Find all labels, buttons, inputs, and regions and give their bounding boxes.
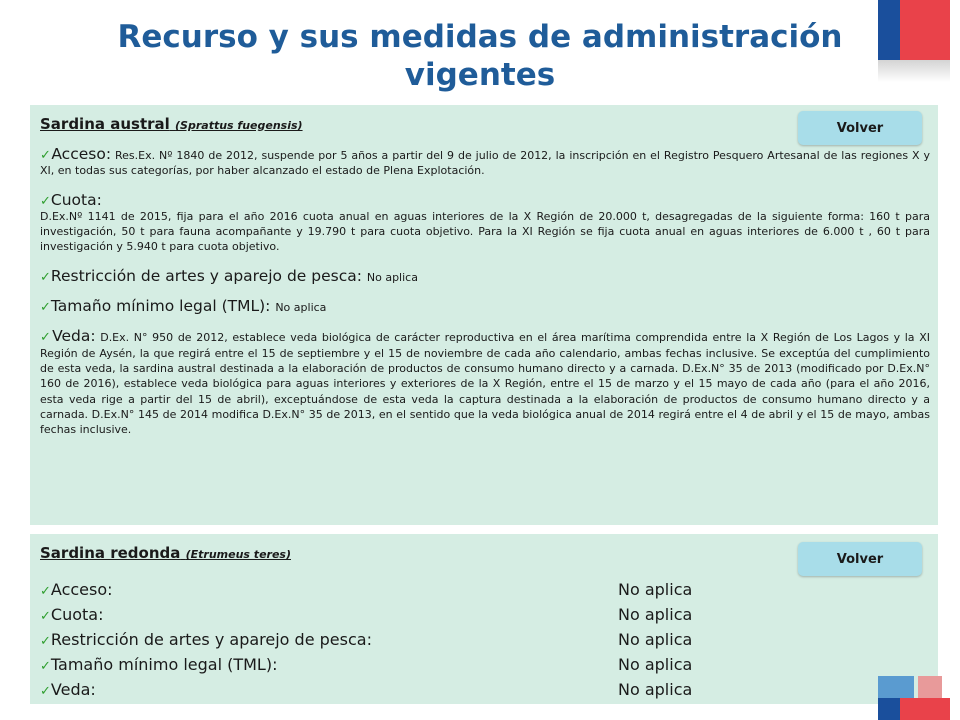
veda-text: D.Ex. N° 950 de 2012, establece veda biológica de carácter reproductiva en el área marítima comprendida entre la X Región de Los Lagos y la XI Región de Aysén, la que regirá entre el 15 de septiembre y el 15 de noviembre de cada año calendario, ambas fechas inclusive. Se exceptúa del cumplimiento de esta veda, la sardina austral destinada a la elaboración de productos de consumo humano directo y a carnada. D.Ex.N° 35 de 2013 (modificado por D.Ex.N° 160 de 2016), establece veda biológica para aguas interiores y exteriores de la X Región, entre el 15 de marzo y el 15 mayo de cada año (para el año 2016, esta veda rige a partir del 15 de abril), exceptuándose de esta veda la captura destinada a la elaboración de productos de consumo humano directo y a carnada. D.Ex.N° 145 de 2014 modifica D.Ex.N° 35 de 2013, en el sentido que la veda biológica anual de 2014 regirá entre el 4 de abril y el 15 de mayo, ambas fechas inclusive. xyxy=(40,331,930,437)
flag-blue-block xyxy=(878,0,900,60)
flag-red-block xyxy=(900,698,950,720)
item-value: No aplica xyxy=(618,680,693,699)
flag-reflection xyxy=(878,60,950,82)
tml-value: No aplica xyxy=(275,301,327,315)
scientific-name: (Sprattus fuegensis) xyxy=(175,119,303,132)
check-icon: ✓ xyxy=(40,684,51,699)
scientific-name: (Etrumeus teres) xyxy=(185,548,291,561)
flag-light-red-block xyxy=(918,676,942,698)
item-label: Tamaño mínimo legal (TML): xyxy=(50,655,278,674)
list-item xyxy=(40,678,930,703)
check-icon: ✓ xyxy=(40,634,51,649)
species-heading xyxy=(40,115,930,133)
species-name: Sardina redonda xyxy=(40,544,181,562)
panel-sardina-redonda xyxy=(30,534,938,704)
item-value: No aplica xyxy=(618,655,693,674)
panel-sardina-austral xyxy=(30,105,938,525)
check-icon: ✓ xyxy=(40,269,51,285)
acceso-label: Acceso: xyxy=(51,145,112,163)
item-label: Cuota: xyxy=(50,605,104,624)
item-label: Veda: xyxy=(50,680,96,699)
volver-button[interactable]: Volver xyxy=(798,111,922,145)
list-item xyxy=(40,578,930,603)
volver-button[interactable]: Volver xyxy=(798,542,922,576)
restriccion-label: Restricción de artes y aparejo de pesca: xyxy=(50,266,362,285)
check-icon: ✓ xyxy=(40,659,51,674)
check-icon: ✓ xyxy=(40,300,51,316)
flag-logo-bottom xyxy=(878,676,950,720)
page-title: Recurso y sus medidas de administración vigentes xyxy=(117,19,843,93)
cuota-text: D.Ex.Nº 1141 de 2015, fija para el año 2016 cuota anual en aguas interiores de la X Región de 20.000 t, desagregadas de la siguiente forma: 160 t para investigación, 50 t para fauna acompañante y 19.790 t para cuota objetivo. Para la XI Región se fija cuota anual en aguas interiores de 6.000 t , 60 t para investigación y 5.940 t para cuota objetivo. xyxy=(40,209,930,254)
acceso-item xyxy=(40,147,930,179)
item-value: No aplica xyxy=(618,580,693,599)
item-value: No aplica xyxy=(618,630,693,649)
check-icon: ✓ xyxy=(40,148,52,163)
check-icon: ✓ xyxy=(40,584,51,599)
list-item xyxy=(40,603,930,628)
cuota-item xyxy=(40,190,930,255)
veda-label: Veda: xyxy=(52,327,96,346)
item-label: Restricción de artes y aparejo de pesca: xyxy=(50,630,372,649)
tml-label: Tamaño mínimo legal (TML): xyxy=(50,297,271,316)
check-icon: ✓ xyxy=(40,609,51,624)
species-name: Sardina austral xyxy=(40,115,170,133)
flag-blue-block xyxy=(878,698,900,720)
check-icon: ✓ xyxy=(40,330,53,346)
item-value: No aplica xyxy=(618,605,693,624)
tml-item xyxy=(40,299,930,315)
acceso-text: Res.Ex. Nº 1840 de 2012, suspende por 5 años a partir del 9 de julio de 2012, la inscripción en el Registro Pesquero Artesanal de las regiones X y XI, en todas sus categorías, por haber alcanzado el estado de Plena Explotación. xyxy=(40,149,930,178)
species-heading xyxy=(40,544,930,562)
flag-logo-top xyxy=(878,0,950,82)
item-label: Acceso: xyxy=(50,580,113,599)
list-item xyxy=(40,653,930,678)
cuota-label: Cuota: xyxy=(50,190,102,209)
restriccion-value: No aplica xyxy=(366,270,418,284)
flag-light-blue-block xyxy=(878,676,914,698)
measures-list xyxy=(40,578,930,703)
restriccion-item xyxy=(40,266,930,285)
list-item xyxy=(40,628,930,653)
flag-red-block xyxy=(900,0,950,60)
veda-item xyxy=(40,329,930,437)
check-icon: ✓ xyxy=(40,193,51,209)
